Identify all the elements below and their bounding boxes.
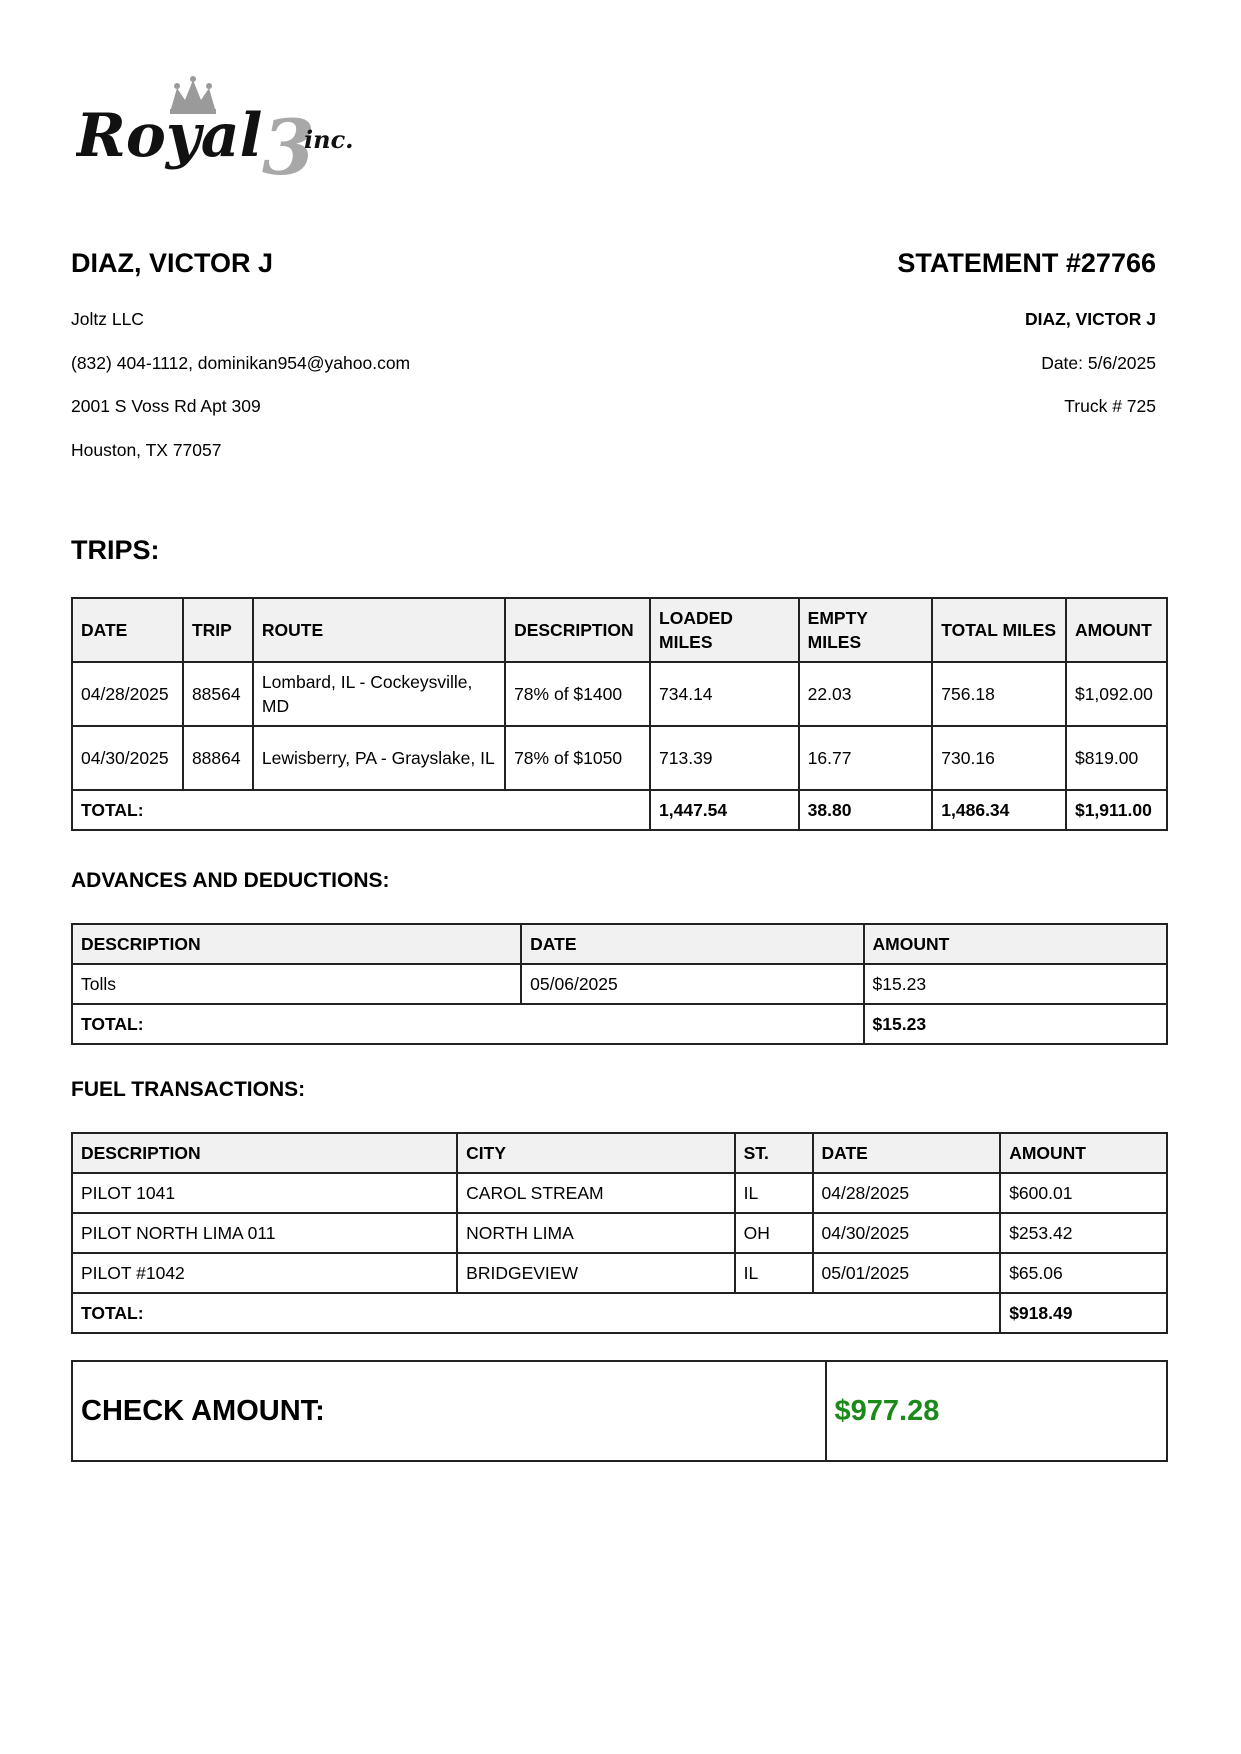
trips-heading: TRIPS: bbox=[71, 535, 160, 565]
driver-info bbox=[71, 309, 410, 483]
col-header: EMPTY MILES bbox=[799, 598, 933, 662]
table-cell: $819.00 bbox=[1066, 726, 1167, 790]
table-cell: 78% of $1050 bbox=[505, 726, 650, 790]
col-header: TRIP bbox=[183, 598, 253, 662]
total-amount: $15.23 bbox=[864, 1004, 1167, 1044]
table-cell: IL bbox=[735, 1253, 813, 1293]
col-header: DATE bbox=[72, 598, 183, 662]
table-cell: 04/28/2025 bbox=[813, 1173, 1001, 1213]
table-cell: $253.42 bbox=[1000, 1213, 1167, 1253]
table-cell: 16.77 bbox=[799, 726, 933, 790]
table-cell: 04/30/2025 bbox=[72, 726, 183, 790]
statement-driver-name: DIAZ, VICTOR J bbox=[1025, 309, 1156, 329]
advances-header-row bbox=[72, 924, 1167, 964]
driver-address-line1: 2001 S Voss Rd Apt 309 bbox=[71, 396, 261, 416]
table-row bbox=[72, 964, 1167, 1004]
col-header: TOTAL MILES bbox=[932, 598, 1066, 662]
table-cell: 05/01/2025 bbox=[813, 1253, 1001, 1293]
svg-text:3: 3 bbox=[262, 103, 315, 188]
trips-table bbox=[71, 597, 1168, 831]
col-header: LOADED MILES bbox=[650, 598, 799, 662]
col-header: DESCRIPTION bbox=[72, 924, 521, 964]
total-label: TOTAL: bbox=[72, 1293, 1000, 1333]
table-cell: $65.06 bbox=[1000, 1253, 1167, 1293]
svg-text:inc.: inc. bbox=[304, 125, 354, 154]
driver-company: Joltz LLC bbox=[71, 309, 144, 329]
driver-contact: (832) 404-1112, dominikan954@yahoo.com bbox=[71, 352, 411, 373]
statement-info bbox=[1025, 309, 1156, 440]
col-header: DESCRIPTION bbox=[72, 1133, 457, 1173]
advances-table bbox=[71, 923, 1168, 1045]
fuel-table bbox=[71, 1132, 1168, 1334]
col-header: DATE bbox=[521, 924, 863, 964]
table-cell: 713.39 bbox=[650, 726, 799, 790]
table-cell: PILOT #1042 bbox=[72, 1253, 457, 1293]
total-amount: $1,911.00 bbox=[1066, 790, 1167, 830]
col-header: CITY bbox=[457, 1133, 734, 1173]
check-amount-label: CHECK AMOUNT: bbox=[72, 1361, 826, 1461]
trips-total-row bbox=[72, 790, 1167, 830]
col-header: DESCRIPTION bbox=[505, 598, 650, 662]
advances-total-row bbox=[72, 1004, 1167, 1044]
total-label: TOTAL: bbox=[72, 790, 650, 830]
check-amount-box bbox=[71, 1360, 1168, 1462]
col-header: ROUTE bbox=[253, 598, 505, 662]
table-cell: Lewisberry, PA - Grayslake, IL bbox=[253, 726, 505, 790]
total-amount: $918.49 bbox=[1000, 1293, 1167, 1333]
table-cell: Lombard, IL - Cockeysville, MD bbox=[253, 662, 505, 726]
table-row bbox=[72, 1173, 1167, 1213]
table-cell: BRIDGEVIEW bbox=[457, 1253, 734, 1293]
total-empty-miles: 38.80 bbox=[799, 790, 933, 830]
col-header: AMOUNT bbox=[1066, 598, 1167, 662]
statement-truck: Truck # 725 bbox=[1064, 396, 1156, 416]
table-row bbox=[72, 662, 1167, 726]
table-cell: 22.03 bbox=[799, 662, 933, 726]
table-cell: PILOT 1041 bbox=[72, 1173, 457, 1213]
table-cell: NORTH LIMA bbox=[457, 1213, 734, 1253]
table-cell: IL bbox=[735, 1173, 813, 1213]
table-cell: 734.14 bbox=[650, 662, 799, 726]
table-cell: 88864 bbox=[183, 726, 253, 790]
fuel-header-row bbox=[72, 1133, 1167, 1173]
col-header: AMOUNT bbox=[864, 924, 1167, 964]
table-cell: 756.18 bbox=[932, 662, 1066, 726]
svg-text:Royal: Royal bbox=[76, 101, 263, 171]
table-row bbox=[72, 1253, 1167, 1293]
total-miles: 1,486.34 bbox=[932, 790, 1066, 830]
fuel-heading: FUEL TRANSACTIONS: bbox=[71, 1078, 306, 1101]
col-header: ST. bbox=[735, 1133, 813, 1173]
driver-address-line2: Houston, TX 77057 bbox=[71, 439, 222, 460]
table-cell: OH bbox=[735, 1213, 813, 1253]
driver-name: DIAZ, VICTOR J bbox=[71, 248, 274, 278]
table-cell: $600.01 bbox=[1000, 1173, 1167, 1213]
advances-heading: ADVANCES AND DEDUCTIONS: bbox=[71, 869, 390, 892]
table-row bbox=[72, 726, 1167, 790]
table-cell: $1,092.00 bbox=[1066, 662, 1167, 726]
table-cell: $15.23 bbox=[864, 964, 1167, 1004]
company-logo bbox=[76, 76, 386, 188]
check-row bbox=[72, 1361, 1167, 1461]
table-cell: 05/06/2025 bbox=[521, 964, 863, 1004]
statement-title: STATEMENT #27766 bbox=[897, 248, 1156, 278]
table-cell: 04/28/2025 bbox=[72, 662, 183, 726]
col-header: AMOUNT bbox=[1000, 1133, 1167, 1173]
table-cell: 88564 bbox=[183, 662, 253, 726]
table-cell: 04/30/2025 bbox=[813, 1213, 1001, 1253]
table-cell: PILOT NORTH LIMA 011 bbox=[72, 1213, 457, 1253]
check-amount-value: $977.28 bbox=[826, 1361, 1167, 1461]
table-cell: 78% of $1400 bbox=[505, 662, 650, 726]
table-cell: CAROL STREAM bbox=[457, 1173, 734, 1213]
trips-header-row bbox=[72, 598, 1167, 662]
statement-date: Date: 5/6/2025 bbox=[1041, 352, 1156, 373]
table-row bbox=[72, 1213, 1167, 1253]
fuel-total-row bbox=[72, 1293, 1167, 1333]
table-cell: Tolls bbox=[72, 964, 521, 1004]
col-header: DATE bbox=[813, 1133, 1001, 1173]
total-loaded-miles: 1,447.54 bbox=[650, 790, 799, 830]
table-cell: 730.16 bbox=[932, 726, 1066, 790]
total-label: TOTAL: bbox=[72, 1004, 864, 1044]
